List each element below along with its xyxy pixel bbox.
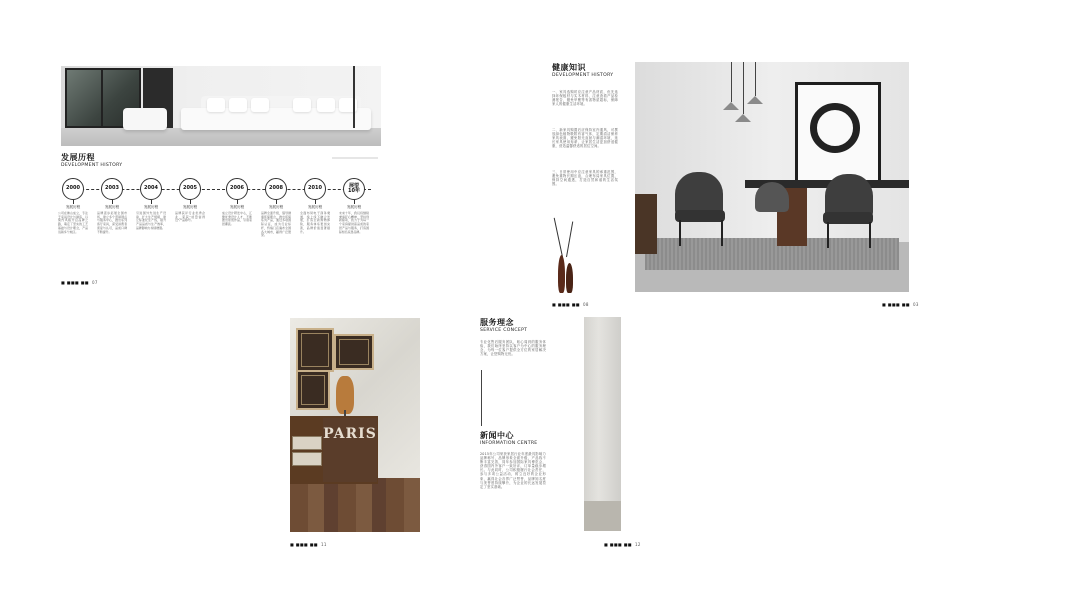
- page-number: ■ ■■■ ■■ 07: [61, 280, 98, 285]
- timeline-node: [226, 178, 248, 200]
- dining-room-photo: [635, 62, 909, 292]
- page-number: ■ ■■■ ■■ 03: [882, 302, 919, 307]
- timeline-text: 品牌获评行业优秀企业，荣获"质量信得过"产品称号。: [175, 211, 205, 223]
- timeline-year: 2010: [308, 185, 322, 192]
- health-paragraph-2: 二、新家具购置后应保持室内通风，可摆放绿色植物吸附有害气体，定期清洁保养家具表面，避免阳光直射与潮湿环境，延长家具使用寿命，让家居生活更加舒适健康，营造温馨舒适的居住空间。: [552, 128, 618, 149]
- timeline-tick: [315, 200, 316, 204]
- timeline-label: 发展历程: [229, 205, 245, 209]
- news-paragraph: 2015年公司荣获家居行业年度最具影响力品牌称号，品牌形象全面升级，产品线不断丰富完善，同年参加国际家具博览会，获得国内外客户一致好评，订单量稳步增长。与此同时，公司积极履行社会责任，参与多项公益活动，树立良好的企业形象，赢得社会各界广泛赞誉，品牌知名度与美誉度持续攀升，为企业的长远发展奠定了坚实基础。: [480, 452, 546, 489]
- timeline-tick: [112, 200, 113, 204]
- history-title-cn: 发展历程: [61, 153, 95, 162]
- timeline-node: [62, 178, 84, 200]
- section-divider: [481, 370, 482, 426]
- timeline-tick: [190, 200, 191, 204]
- health-paragraph-3: 三、日常使用中应注意家具的承重范围，避免重物长期压迫，合理布局家具位置，保持空间通透，打造自然和谐的生活氛围。: [552, 170, 618, 187]
- health-title-en: DEVELOPMENT HISTORY: [552, 73, 614, 78]
- timeline-node: [304, 178, 326, 200]
- page-number: ■ ■■■ ■■ 08: [552, 302, 589, 307]
- history-title-en: DEVELOPMENT HISTORY: [61, 163, 123, 168]
- timeline-tick: [237, 200, 238, 204]
- timeline-year: 2005: [183, 185, 197, 192]
- timeline-label: 发展历程: [65, 205, 81, 209]
- decorative-rule: [332, 157, 378, 159]
- timeline-text: 引进国外先进生产设备，扩大生产规模，建立标准化生产线，提升产品品质与生产效率，品牌影响力持续增强。: [136, 211, 166, 230]
- timeline-year: 2006: [230, 185, 244, 192]
- timeline-text: 成立设计研发中心，汇聚优秀设计人才，不断推出原创作品，引领家居潮流。: [222, 211, 252, 227]
- page-number: ■ ■■■ ■■ 11: [290, 542, 327, 547]
- timeline-node: [179, 178, 201, 200]
- timeline-year: 2004: [144, 185, 158, 192]
- timeline-text: 品牌全面升级，倡导健康环保理念，推出环保系列产品，通过多项国际认证，成为行业标杆，终端门店遍布全国各大城市，赢得广泛赞誉。: [261, 211, 291, 238]
- health-title-cn: 健康知识: [552, 63, 586, 72]
- timeline-text: 品牌逐步拓展全国市场，建立多个营销网点与服务中心，推出系列客厅家具，深受消费者喜爱与认可，品质口碑不断提升。: [97, 211, 127, 234]
- timeline-label: 发展历程: [182, 205, 198, 209]
- timeline-node: [265, 178, 287, 200]
- timeline-label: 发展历程: [268, 205, 284, 209]
- timeline-tick: [73, 200, 74, 204]
- concrete-wall-photo: [584, 317, 621, 531]
- health-paragraph-1: 一、家具选购时应注意产品材质，优先选择环保板材与实木材料，注意查看产品检测报告，避免甲醛等有害物质超标，保障家人的健康生活环境。: [552, 90, 618, 107]
- timeline-tick: [276, 200, 277, 204]
- timeline-year: 2003: [105, 185, 119, 192]
- living-room-sofa-photo: [61, 66, 381, 146]
- news-title-en: INFORMATION CENTRE: [480, 441, 538, 446]
- service-title-en: SERVICE CONCEPT: [480, 328, 528, 333]
- cabinet-decor-photo: PARIS: [290, 318, 420, 532]
- timeline-label: 发展历程: [143, 205, 159, 209]
- timeline-text: 公司在佛山成立，专注于家具设计与制造，以简约风格开启品牌之路，奠定了坚实的工艺基础与设计理念，产品远销多个地区。: [58, 211, 88, 234]
- timeline-year: 2008: [269, 185, 283, 192]
- timeline-text: 全面布局电子商务渠道，线上线下融合发展，打造全新购物体验，服务体系更加完善，品牌价值显著提升。: [300, 211, 330, 234]
- service-paragraph: 专业化售后服务团队，贴心周到的服务体验，我们始终坚持以客户为中心的服务理念，为每一位客户提供全方位的家居解决方案，让您购物无忧。: [480, 340, 546, 357]
- news-title-cn: 新闻中心: [480, 431, 514, 440]
- timeline-year: 展望 10年: [348, 182, 360, 194]
- service-title-cn: 服务理念: [480, 318, 514, 327]
- timeline-label: 发展历程: [346, 205, 362, 209]
- timeline-label: 发展历程: [104, 205, 120, 209]
- vase-decoration: [550, 215, 580, 293]
- timeline-node: [140, 178, 162, 200]
- timeline-label: 发展历程: [307, 205, 323, 209]
- timeline-node: [101, 178, 123, 200]
- timeline-year: 2000: [66, 185, 80, 192]
- timeline-tick: [151, 200, 152, 204]
- timeline-node: [343, 178, 365, 200]
- page-number: ■ ■■■ ■■ 12: [604, 542, 641, 547]
- timeline-text: 未来十年，我们将继续秉承匠心精神，坚持创新驱动，致力于为每一个家庭提供高品质的家居产品与服务，打造国际知名家居品牌。: [339, 211, 369, 234]
- timeline-tick: [354, 200, 355, 204]
